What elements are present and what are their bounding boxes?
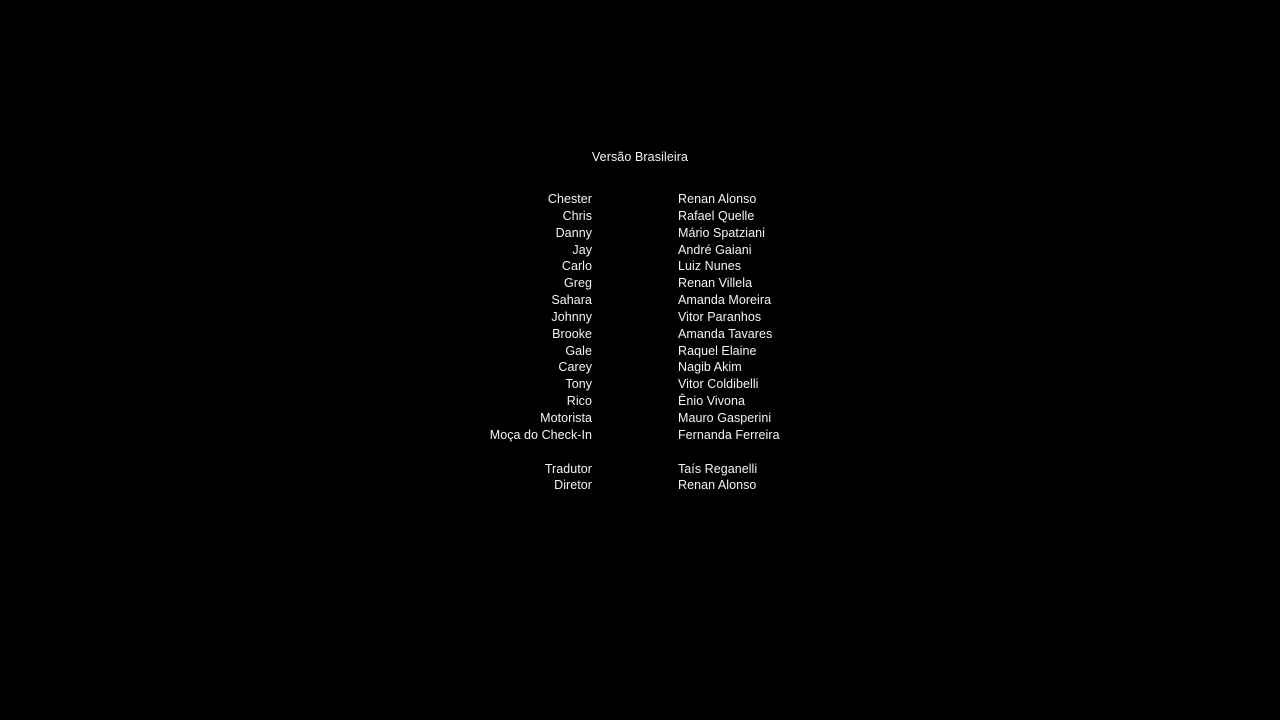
roles-column xyxy=(400,191,592,494)
credits-header: Versão Brasileira xyxy=(591,150,689,164)
actor-name: Mauro Gasperini xyxy=(678,410,772,425)
actor-name: Nagib Akim xyxy=(678,360,742,375)
role-label: Brooke xyxy=(552,326,592,341)
credits-columns xyxy=(400,191,880,494)
actor-name: Rafael Quelle xyxy=(678,208,755,223)
role-label: Chester xyxy=(547,192,592,206)
actors-column xyxy=(678,191,880,494)
actor-name: Vitor Coldibelli xyxy=(678,377,759,392)
role-label: Moça do Check-In xyxy=(489,427,592,442)
actor-name: Raquel Elaine xyxy=(678,343,757,358)
role-label: Johnny xyxy=(551,309,592,324)
actor-name: Amanda Tavares xyxy=(678,326,773,341)
actor-name: Renan Villela xyxy=(678,276,753,291)
role-label: Chris xyxy=(562,208,592,223)
actor-name: Luiz Nunes xyxy=(678,259,742,274)
actor-name: Fernanda Ferreira xyxy=(678,427,780,442)
actor-name: Amanda Moreira xyxy=(678,293,772,308)
crew-role-label: Diretor xyxy=(554,478,592,493)
role-label: Sahara xyxy=(551,293,592,308)
role-label: Jay xyxy=(572,242,592,257)
crew-name: Renan Alonso xyxy=(678,478,757,493)
actor-name: Vitor Paranhos xyxy=(678,309,762,324)
role-label: Gale xyxy=(565,343,592,358)
actor-name: Renan Alonso xyxy=(678,192,757,206)
actor-name: Ênio Vivona xyxy=(678,394,746,409)
column-spacer xyxy=(400,444,592,461)
role-label: Motorista xyxy=(540,410,592,425)
role-label: Danny xyxy=(555,225,592,240)
role-label: Carlo xyxy=(561,259,592,274)
crew-role-label: Tradutor xyxy=(544,461,592,476)
role-label: Greg xyxy=(564,276,592,291)
role-label: Rico xyxy=(566,394,592,409)
role-label: Carey xyxy=(558,360,592,375)
actor-name: André Gaiani xyxy=(678,242,752,257)
actor-name: Mário Spatziani xyxy=(678,225,765,240)
crew-name: Taís Reganelli xyxy=(678,461,758,476)
role-label: Tony xyxy=(565,377,592,392)
column-spacer xyxy=(678,444,880,461)
